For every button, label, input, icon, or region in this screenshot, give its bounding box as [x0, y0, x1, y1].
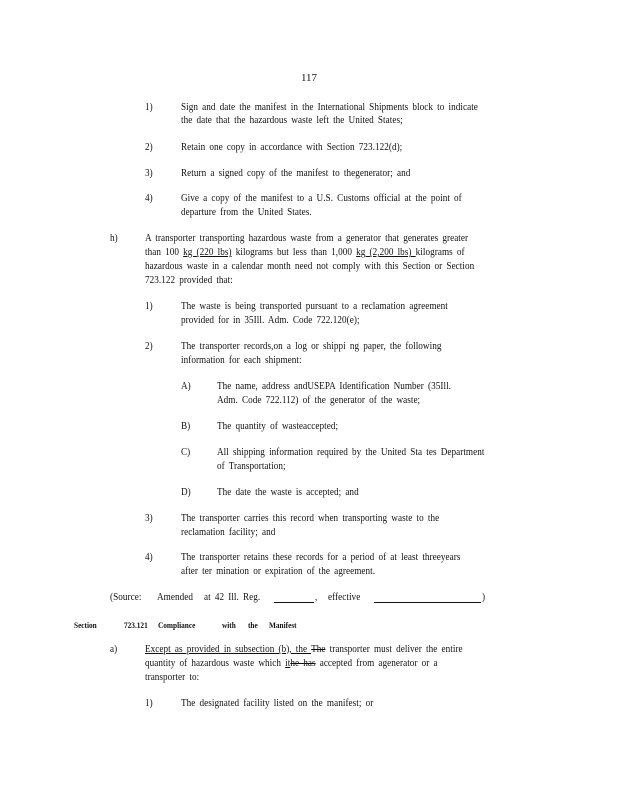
sub-item-label: B): [181, 421, 191, 432]
register-page-blank: [274, 592, 314, 603]
source-prefix: (Source:: [110, 592, 142, 603]
sub-item-text: The quantity of wasteaccepted;: [217, 421, 339, 432]
list-item-text: after ter mination or expiration of the agreement.: [181, 566, 376, 577]
deleted-text: he has: [290, 658, 316, 669]
list-item-text: Return a signed copy of the manifest to thegenerator; and: [181, 168, 411, 179]
list-item-label: 4): [145, 193, 153, 204]
paragraph-text: than 100 kg (220 lbs) kilograms but less than 1,000 kg (2,200 lbs) kilograms of: [145, 247, 465, 258]
list-item-label: 4): [145, 552, 153, 563]
sub-item-label: D): [181, 487, 191, 498]
list-item-text: The designated facility listed on the manifest; or: [181, 698, 374, 709]
list-item-label: 3): [145, 513, 153, 524]
paragraph-text: Except as provided in subsection (b), the The transporter must deliver the entire: [145, 644, 463, 655]
sub-item-label: A): [181, 381, 191, 392]
list-item-label: 1): [145, 102, 153, 113]
sub-item-label: C): [181, 447, 191, 458]
list-item-text: The waste is being transported pursuant to a reclamation agreement: [181, 301, 448, 312]
inserted-text: Except as provided in subsection (b), the: [145, 644, 312, 655]
deleted-text: The: [311, 644, 326, 655]
source-close: ): [482, 592, 486, 603]
sub-item-text: Adm. Code 722.112) of the generator of the waste;: [217, 395, 421, 406]
list-item-label: 3): [145, 168, 153, 179]
sub-item-text: The date the waste is accepted; and: [217, 487, 359, 498]
list-item-text: The transporter carries this record when transporting waste to the: [181, 513, 440, 524]
sub-item-text: The name, address andUSEPA Identification Number (35Ill.: [217, 381, 451, 392]
paragraph-text: 723.122 provided that:: [145, 275, 233, 286]
sub-item-text: of Transportation;: [217, 461, 286, 472]
paragraph-label: h): [110, 233, 118, 244]
source-comma: ,: [315, 592, 318, 603]
list-item-text: The transporter retains these records for a period of at least threeyears: [181, 552, 461, 563]
list-item-label: 1): [145, 698, 153, 709]
list-item-text: departure from the United States.: [181, 207, 312, 218]
source-amended: Amended: [157, 592, 193, 603]
section-title: with: [222, 620, 236, 630]
paragraph-label: a): [110, 644, 118, 655]
section-title: the: [248, 620, 258, 630]
list-item-text: The transporter records,on a log or shippi ng paper, the following: [181, 341, 442, 352]
section-title: Compliance: [158, 620, 196, 630]
list-item-label: 2): [145, 142, 153, 153]
section-word: Section: [74, 620, 97, 630]
list-item-label: 2): [145, 341, 153, 352]
paragraph-text: hazardous waste in a calendar month need not comply with this Section or Section: [145, 261, 475, 272]
inserted-text: kg (220 lbs): [183, 247, 232, 258]
source-effective: effective: [328, 592, 361, 603]
effective-date-blank: [374, 592, 481, 603]
inserted-text: kg (2,200 lbs): [356, 247, 416, 258]
list-item-text: provided for in 35Ill. Adm. Code 722.120(e);: [181, 315, 360, 326]
list-item-text: reclamation facility; and: [181, 527, 276, 538]
list-item-text: Give a copy of the manifest to a U.S. Customs official at the point of: [181, 193, 462, 204]
source-register: at 42 Ill. Reg.: [204, 592, 261, 603]
sub-item-text: All shipping information required by the United Sta tes Department: [217, 447, 485, 458]
section-title: Manifest: [269, 620, 297, 630]
paragraph-text: A transporter transporting hazardous waste from a generator that generates greater: [145, 233, 469, 244]
list-item-text: Retain one copy in accordance with Section 723.122(d);: [181, 142, 403, 153]
list-item-text: Sign and date the manifest in the International Shipments block to indicate: [181, 102, 478, 113]
inserted-text: it: [285, 658, 291, 669]
paragraph-text: quantity of hazardous waste which ithe has accepted from agenerator or a: [145, 658, 438, 669]
section-number: 723.121: [124, 620, 148, 630]
list-item-text: information for each shipment:: [181, 355, 302, 366]
paragraph-text: transporter to:: [145, 672, 200, 683]
list-item-text: the date that the hazardous waste left the United States;: [181, 115, 403, 126]
list-item-label: 1): [145, 301, 153, 312]
page-number: 117: [300, 72, 318, 84]
